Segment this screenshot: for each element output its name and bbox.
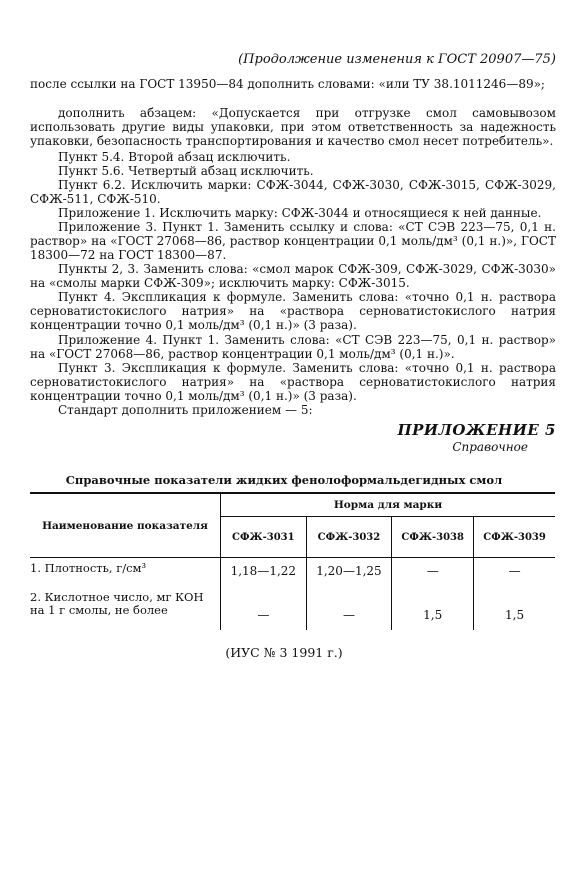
mark-header: СФЖ-3031 <box>221 517 307 558</box>
cell-value: 1,5 <box>392 578 474 630</box>
continuation-header: (Продолжение изменения к ГОСТ 20907—75) <box>238 52 556 67</box>
paragraph-4: Пункт 5.6. Четвертый абзац исключить. <box>58 164 314 178</box>
cell-value: — <box>306 578 392 630</box>
cell-value: — <box>474 558 555 579</box>
paragraph-7: Приложение 3. Пункт 1. Заменить ссылку и слова: «СТ СЭВ 223—75, 0,1 н. раствор» на «ГОСТ 27068—86, раствор концентрации 0,1 моль/дм³ (0,1 н.)», ГОСТ 18300—72 на ГОСТ 18300—87. <box>30 220 556 262</box>
row-name: 2. Кислотное число, мг КОН на 1 г смолы, не более <box>30 590 204 617</box>
paragraph-5: Пункт 6.2. Исключить марки: СФЖ-3044, СФЖ-3030, СФЖ-3015, СФЖ-3029, СФЖ-511, СФЖ-510. <box>30 178 556 206</box>
mark-header: СФЖ-3032 <box>306 517 392 558</box>
cell-value: — <box>221 578 307 630</box>
paragraph-9: Пункт 4. Экспликация к формуле. Заменить слова: «точно 0,1 н. раствора серноватистокислого натрия» на «раствора серноватистокислого натрия концентрации точно 0,1 моль/дм³ (0,1 н.)» (3 раза). <box>30 290 556 332</box>
appendix-title: ПРИЛОЖЕНИЕ 5 <box>397 421 556 439</box>
paragraph-2: дополнить абзацем: «Допускается при отгрузке смол самовывозом использовать другие виды упаковки, при этом ответственность за надежность упаковки, безопасность транспортирования и качество смол несет потребитель». <box>30 106 556 148</box>
paragraph-1: после ссылки на ГОСТ 13950—84 дополнить словами: «или ТУ 38.1011246—89»; <box>30 77 545 91</box>
paragraph-10: Приложение 4. Пункт 1. Заменить слова: «СТ СЭВ 223—75, 0,1 н. раствор» на «ГОСТ 27068—86, раствор концентрации 0,1 моль/дм³ (0,1 н.)». <box>30 333 556 361</box>
cell-value: — <box>392 558 474 579</box>
row-name: 1. Плотность, г/см³ <box>30 560 147 575</box>
paragraph-6: Приложение 1. Исключить марку: СФЖ-3044 и относящиеся к ней данные. <box>58 206 542 220</box>
table-row <box>30 558 555 579</box>
table-row <box>30 578 555 630</box>
name-column-header: Наименование показателя <box>42 519 208 532</box>
table-title: Справочные показатели жидких фенолоформальдегидных смол <box>65 473 503 487</box>
appendix-subtitle: Справочное <box>452 440 528 454</box>
paragraph-11: Пункт 3. Экспликация к формуле. Заменить слова: «точно 0,1 н. раствора серноватистокислого натрия» на «раствора серноватистокислого натрия концентрации точно 0,1 моль/дм³ (0,1 н.)» (3 раза). <box>30 361 556 403</box>
cell-value: 1,5 <box>474 578 555 630</box>
cell-value: 1,18—1,22 <box>221 558 307 579</box>
footer-ius: (ИУС № 3 1991 г.) <box>225 645 343 660</box>
norm-column-header: Норма для марки <box>221 493 556 517</box>
paragraph-12: Стандарт дополнить приложением — 5: <box>58 403 313 417</box>
reference-table <box>30 492 555 630</box>
paragraph-8: Пункты 2, 3. Заменить слова: «смол марок СФЖ-309, СФЖ-3029, СФЖ-3030» на «смолы марки СФЖ-309»; исключить марку: СФЖ-3015. <box>30 262 556 290</box>
mark-header: СФЖ-3038 <box>392 517 474 558</box>
cell-value: 1,20—1,25 <box>306 558 392 579</box>
paragraph-3: Пункт 5.4. Второй абзац исключить. <box>58 150 291 164</box>
mark-header: СФЖ-3039 <box>474 517 555 558</box>
